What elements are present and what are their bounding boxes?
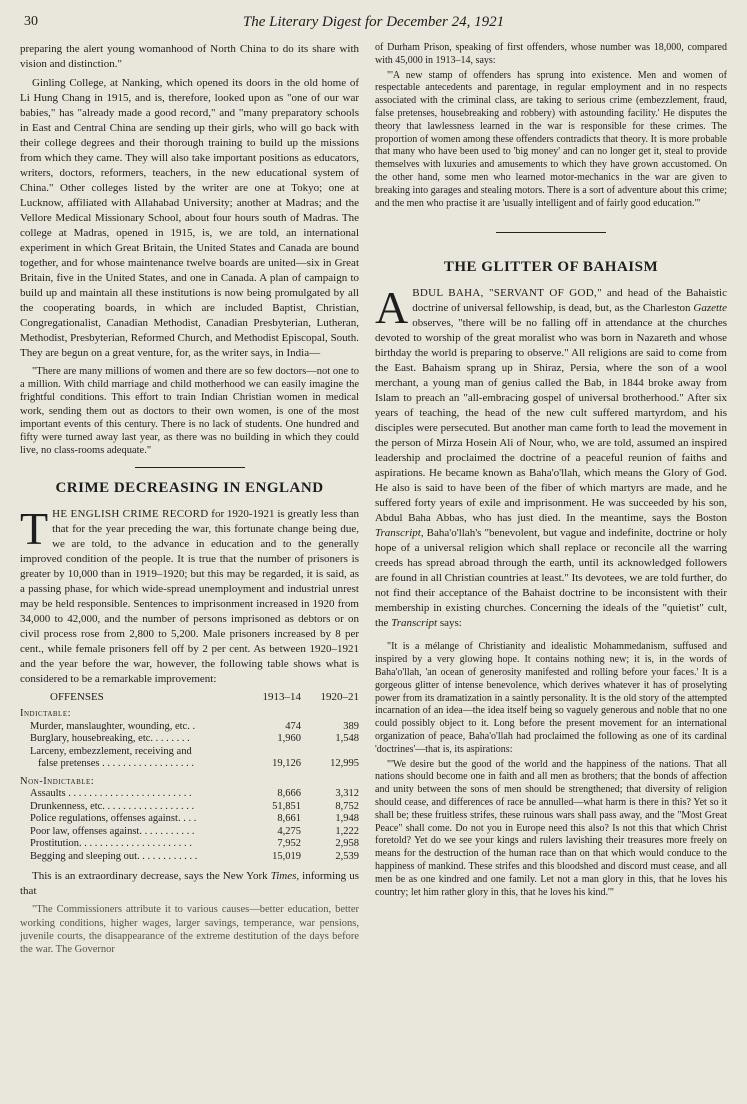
offense-label: false pretenses . . . . . . . . . . . . . . . . . . [38, 758, 195, 770]
text-run: , informing us that [20, 870, 359, 898]
table-row [20, 813, 359, 826]
paragraph: Ginling College, at Nanking, which opened its doors in the old home of Li Hung Chang in 1915, and is, therefore, looked upon as "one of our war babies," has "already made a good record," and "many preparatory schools in East and Central China are sending up their girls, who will go back with their college degrees and their thorough training to build up the missions from which they came. They will also take important positions as educators, writers, doctors, reformers, teachers, in the new educational system of China." Other colleges listed by the writer are one at Tokyo; one at Lucknow, affiliated with Allahabad University; another at Madras; and the Vellore Medical Missionary School, about four hours south of Madras. The college at Madras, opened in 1915, is, we are told, an international experiment in which Great Britain, the United States and Canada are bound together, and for whose maintenance twelve boards are united—six in Great Britain, five in the United States, and one in Canada. A plan of campaign to build up and maintain all these institutions is now being promulgated by all the cooperating boards, in which are included Baptist, Christian, Congregationalist, Canadian Methodist, Canadian Presbyterian, Lutheran, Methodist, Presbyterian, Reformed Church, and Methodist Episcopal, South. They are begun on a great venture, for, as the writer says, in India— [20, 77, 359, 359]
offense-label: Poor law, offenses against. . . . . . . . . . . [30, 825, 195, 837]
lead-text: for 1920-1921 is greatly less than that for the year preceding the war, this fortunate change being due, we are told, to the advance in education and to the generally improved condition of the people. It is true that the number of prisoners is greater by 10,000 than in 1919–1920; but this may be regarded, it is said, as a passing phase, for which wide-spread unemployment and industrial unrest may be held responsible. Sentences to imprisonment increased in 1920 from 34,000 to 42,000, and the number of persons imprisoned as debtors or on civil process rose from 2,800 to 5,200. Male prisoners increased by 8 per cent., while female prisoners fell off by 2 per cent. As between 1920–1921 and the year before the war, however, the following table shows what is considered to be a remarkable improvement: [20, 508, 359, 686]
table-row [20, 758, 359, 771]
block-quote: "It is a mélange of Christianity and idealistic Mohammedanism, suffused and inspired by a very glowing hope. It contains nothing new; it is, in the words of Baha'o'llah, 'an ocean of generosity manifested and rolling before your faces.' It is a gorgeous glitter of intense benevolence, which derives whatever it has of proselyting power from its dramatization in a saintly personality. It is the old story of the attempted incarnation of an idea—the idea itself being so vaguely generous and noble that no one could possibly object to it. Long before the present movement for an international organization of peace, Baha'o'llah had proclaimed the following as one of its cardinal 'doctrines'—that is, its aspirations: [375, 641, 727, 755]
lead-paragraph [375, 282, 727, 631]
italic-source: Transcript [391, 617, 438, 630]
value-1920: 3,312 [335, 788, 359, 800]
value-1920: 1,548 [335, 733, 359, 745]
text-run: and head of the Bahaistic doctrine of universal fellowship, is dead, but, as the Charleston [412, 287, 727, 315]
column-header: 1913–14 [262, 691, 301, 704]
italic-source: Times [270, 870, 297, 883]
section-divider [135, 467, 245, 468]
table-row [20, 801, 359, 814]
value-1913: 51,851 [272, 800, 301, 812]
text-run: observes, "there will be no falling off in attendance at the churches devoted to worship of the great moralist who was born in Nazareth and whose birthday the world is preparing to observe." All religions are said to come from the East. Bahaism sprang up in Shiraz, Persia, where the son of a wool merchant, a young man of genius called the Bab, in 1844 broke away from Islam to preach an "all-embracing gospel of universal brotherhood." After six years of teaching, the head of the new cult suffered martyrdom, and his disciples were persecuted. But another man came forth to lead the movement in the person of Mirza Hosein Ali of Nour, who, we are told, assumed an inspired leadership and proclaimed the doctrine of a peaceful reunion of faiths and aspirations. He became known as Baha'o'llah, which means the Glory of God. He also is said to have been of the fiber of which martyrs are made, and he suffered forty years of exile and imprisonment. He was succeeded by his son, Abdul Baha Abbas, who has just died. In the meantime, says the Boston [375, 317, 727, 525]
value-1920: 1,222 [335, 825, 359, 837]
right-column [375, 42, 727, 1100]
table-row [20, 826, 359, 839]
drop-cap: A [375, 282, 409, 334]
paragraph: of Durham Prison, speaking of first offenders, whose number was 18,000, compared with 45,000 in 1913–14, says: [375, 42, 727, 66]
value-1913: 7,952 [277, 838, 301, 850]
paragraph [20, 869, 359, 899]
block-quote: "The Commissioners attribute it to various causes—better education, better working conditions, higher wages, larger savings, temperance, war pensions, juvenile courts, the disappearance of the extreme destitution of the days before the war. The Governor [20, 904, 359, 956]
table-header-row [20, 691, 359, 703]
value-1913: 8,666 [277, 788, 301, 800]
offense-label: Murder, manslaughter, wounding, etc. . [30, 720, 196, 732]
offenses-table [20, 691, 359, 863]
value-1913: 8,661 [277, 813, 301, 825]
value-1920: 2,539 [335, 850, 359, 862]
lead-paragraph [20, 503, 359, 687]
offense-label: Burglary, housebreaking, etc. . . . . . . . [30, 733, 190, 745]
running-title: The Literary Digest for December 24, 1921 [242, 14, 505, 30]
section-divider [496, 232, 606, 233]
offense-label: Assaults . . . . . . . . . . . . . . . . . . . . . . . . [30, 788, 192, 800]
block-quote: "'We desire but the good of the world and the happiness of the nations. That all nations should become one in faith and all men as brothers; that the bonds of affection and unity between the sons of men should be strengthened; that diversity of religion should cease, and differences of race be annulled—what harm is there in this? Yet so it shall be; these fruitless strifes, these ruinous wars shall pass away, and the "Most Great Peace" shall come. Do not you in Europe need this also? Is not this that which Christ foretold? Yet do we see your kings and rulers lavishing their treasures more freely on means for the destruction of the human race than on that which would conduce to the happiness of mankind. These strifes and this bloodshed and discord must cease, and all men be as one kindred and one family. Let not a man glory in this, that he loves his country; let him rather glory in this, that he loves his kind.'" [375, 758, 727, 898]
category-label: Non-Indictable: [20, 775, 95, 787]
value-1920: 2,958 [335, 838, 359, 850]
drop-cap: T [20, 503, 49, 555]
table-row [20, 838, 359, 851]
offense-label: Larceny, embezzlement, receiving and [30, 745, 192, 757]
column-header: 1920–21 [320, 691, 359, 704]
value-1913: 474 [285, 720, 301, 732]
table-category-row [20, 703, 359, 721]
offense-label: Prostitution. . . . . . . . . . . . . . . . . . . . . . [30, 838, 192, 850]
value-1920: 389 [343, 720, 359, 732]
block-quote: "There are many millions of women and there are so few doctors—not one to a million. With child marriage and child motherhood we can easily imagine the frightful conditions. This effort to train Indian Christian women in medical work, sending them out as doctors to their own women, is one of the most important events of this century. There is no lack of students. One hundred and fifty were turned away last year, as there was no building in which they could live, no class-rooms adequate." [20, 366, 359, 457]
italic-source: Transcript [375, 527, 421, 540]
value-1913: 19,126 [272, 758, 301, 770]
value-1920 [301, 746, 359, 759]
value-1920: 12,995 [330, 758, 359, 770]
lead-caps: HE ENGLISH CRIME RECORD [52, 508, 209, 521]
text-run: , Baha'o'llah's "benevolent, but vague and indefinite, doctrine or holy hope of a universal religion which shall replace or reconcile all the warring creeds has spread abroad through the earth, until its acknowledged followers are found in all Christian countries at least." Its devotees, we are told further, do not find their acceptance of the Bahaist doctrine to be inconsistent with their membership in existing churches. Concerning the ideals of the "quietist" cult, the [375, 527, 727, 630]
offense-label: Begging and sleeping out. . . . . . . . . . . . [30, 850, 198, 862]
section-heading: THE GLITTER OF BAHAISM [443, 259, 659, 276]
lead-caps: BDUL BAHA, "SERVANT OF GOD," [412, 287, 602, 300]
value-1913: 4,275 [277, 825, 301, 837]
table-row [20, 733, 359, 746]
block-quote: "'A new stamp of offenders has sprung into existence. Men and women of respectable antecedents and parentage, in regular employment and in no respects associated with the criminal class, are taking to serious crime (embezzlement, fraud, false pretenses, housebreaking and robbery) with astounding facility.' He disputes the theory that lawlessness learned in the war is responsible for these crimes. The proportion of women among these offenders contradicts that theory. It is more probable that many who have been used to 'big money' and can no longer get it, steal to provide themselves with luxuries and amusements to which they have grown accustomed. On the other hand, some men who learned motor-mechanics in the war are given to breaking into garages and stealing motors. There is a sort of adventure about this crime; and the men who practise it are 'usually intelligent and of fairly good education.'" [375, 69, 727, 209]
value-1920: 1,948 [335, 813, 359, 825]
category-label: Indictable: [20, 708, 72, 720]
paragraph: preparing the alert young womanhood of North China to do its share with vision and distinction." [20, 43, 359, 70]
text-run: This is an extraordinary decrease, says the New York [32, 870, 271, 883]
table-row [20, 746, 359, 759]
section-heading: CRIME DECREASING IN ENGLAND [55, 480, 324, 497]
table-row [20, 721, 359, 734]
left-column [20, 42, 359, 1100]
table-category-row [20, 771, 359, 789]
page-number: 30 [24, 14, 38, 29]
offense-label: Police regulations, offenses against. . . . [30, 813, 197, 825]
value-1913: 1,960 [277, 733, 301, 745]
text-run: says: [437, 617, 462, 630]
offense-label: Drunkenness, etc. . . . . . . . . . . . . . . . . . [30, 800, 195, 812]
table-row [20, 788, 359, 801]
page-header [16, 14, 731, 34]
column-header: OFFENSES [50, 691, 104, 704]
italic-source: Gazette [693, 302, 727, 315]
table-row [20, 851, 359, 864]
value-1913 [243, 746, 301, 759]
value-1920: 8,752 [335, 800, 359, 812]
value-1913: 15,019 [272, 850, 301, 862]
